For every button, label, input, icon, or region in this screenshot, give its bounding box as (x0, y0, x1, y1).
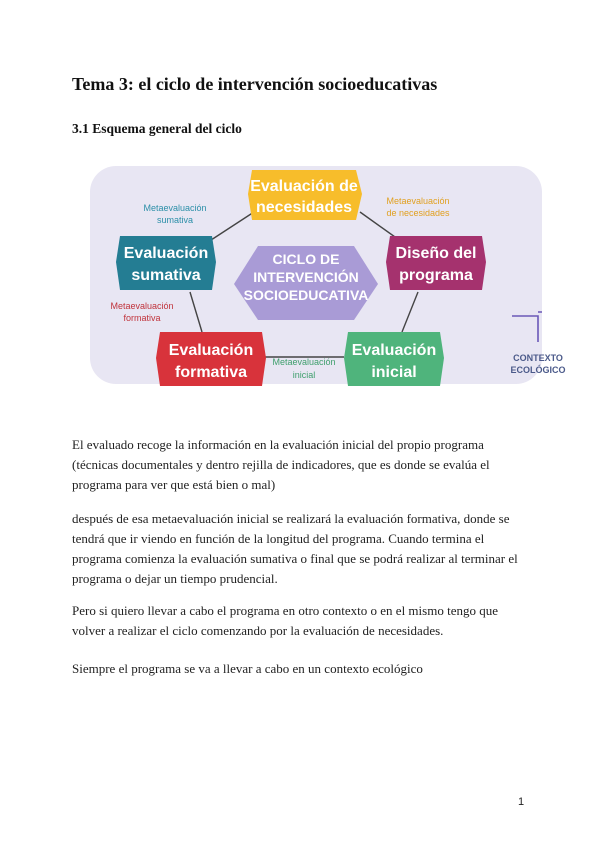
context-label-line1: CONTEXTO (513, 353, 563, 363)
meta-formativa-line2: formativa (123, 313, 161, 323)
stage-sumativa (116, 236, 216, 290)
center-label-line3: SOCIOEDUCATIVA (243, 287, 369, 303)
stage-formativa-line1: Evaluación (168, 342, 254, 359)
stage-formativa (156, 332, 266, 386)
stage-sumativa-line2: sumativa (131, 267, 201, 284)
stage-inicial (344, 332, 444, 386)
paragraph-4: Siempre el programa se va a llevar a cabo en un contexto ecológico (72, 661, 423, 676)
page-number: 1 (518, 796, 525, 808)
stage-diseno-line1: Diseño del (395, 245, 477, 262)
stage-inicial-line1: Evaluación (351, 342, 437, 359)
paragraph-1: El evaluado recoge la información en la evaluación inicial del propio programa (técnicas documentales y dentro rejilla de indicadores, que es donde se evalúa el programa para ver que está bien o mal) (72, 437, 490, 492)
meta-sumativa-line1: Metaevaluación (143, 203, 207, 213)
stage-inicial-line2: inicial (371, 364, 417, 381)
center-label-line2: INTERVENCIÓN (253, 269, 359, 285)
context-label-line2: ECOLÓGICO (510, 365, 566, 375)
meta-formativa-line1: Metaevaluación (110, 301, 174, 311)
stage-necesidades-line2: necesidades (255, 199, 353, 216)
stage-diseno (386, 236, 486, 290)
stage-formativa-line2: formativa (174, 364, 248, 381)
meta-necesidades-line1: Metaevaluación (386, 196, 450, 206)
stage-necesidades-line1: Evaluación de (250, 178, 358, 195)
meta-necesidades-line2: de necesidades (386, 208, 450, 218)
paragraph-2: después de esa metaevaluación inicial se realizará la evaluación formativa, donde se tendrá que ir viendo en función de la longitud del programa. Cuando termina el programa comienza la evaluación sumativa o final que se podrá realizar al terminar el programa o dejar un tiempo prudencial. (72, 511, 518, 586)
page-title: Tema 3: el ciclo de intervención socioeducativas (72, 74, 438, 94)
meta-inicial-line2: inicial (292, 370, 316, 380)
meta-sumativa-line2: sumativa (156, 215, 194, 225)
center-label-line1: CICLO DE (272, 251, 340, 267)
cycle-diagram (72, 160, 568, 396)
section-title: 3.1 Esquema general del ciclo (72, 121, 242, 136)
meta-inicial-line1: Metaevaluación (272, 357, 336, 367)
stage-sumativa-line1: Evaluación (123, 245, 209, 262)
stage-diseno-line2: programa (399, 267, 473, 284)
paragraph-3: Pero si quiero llevar a cabo el programa en otro contexto o en el mismo tengo que volver a realizar el ciclo comenzando por la evaluación de necesidades. (72, 603, 498, 638)
stage-necesidades (248, 170, 362, 220)
